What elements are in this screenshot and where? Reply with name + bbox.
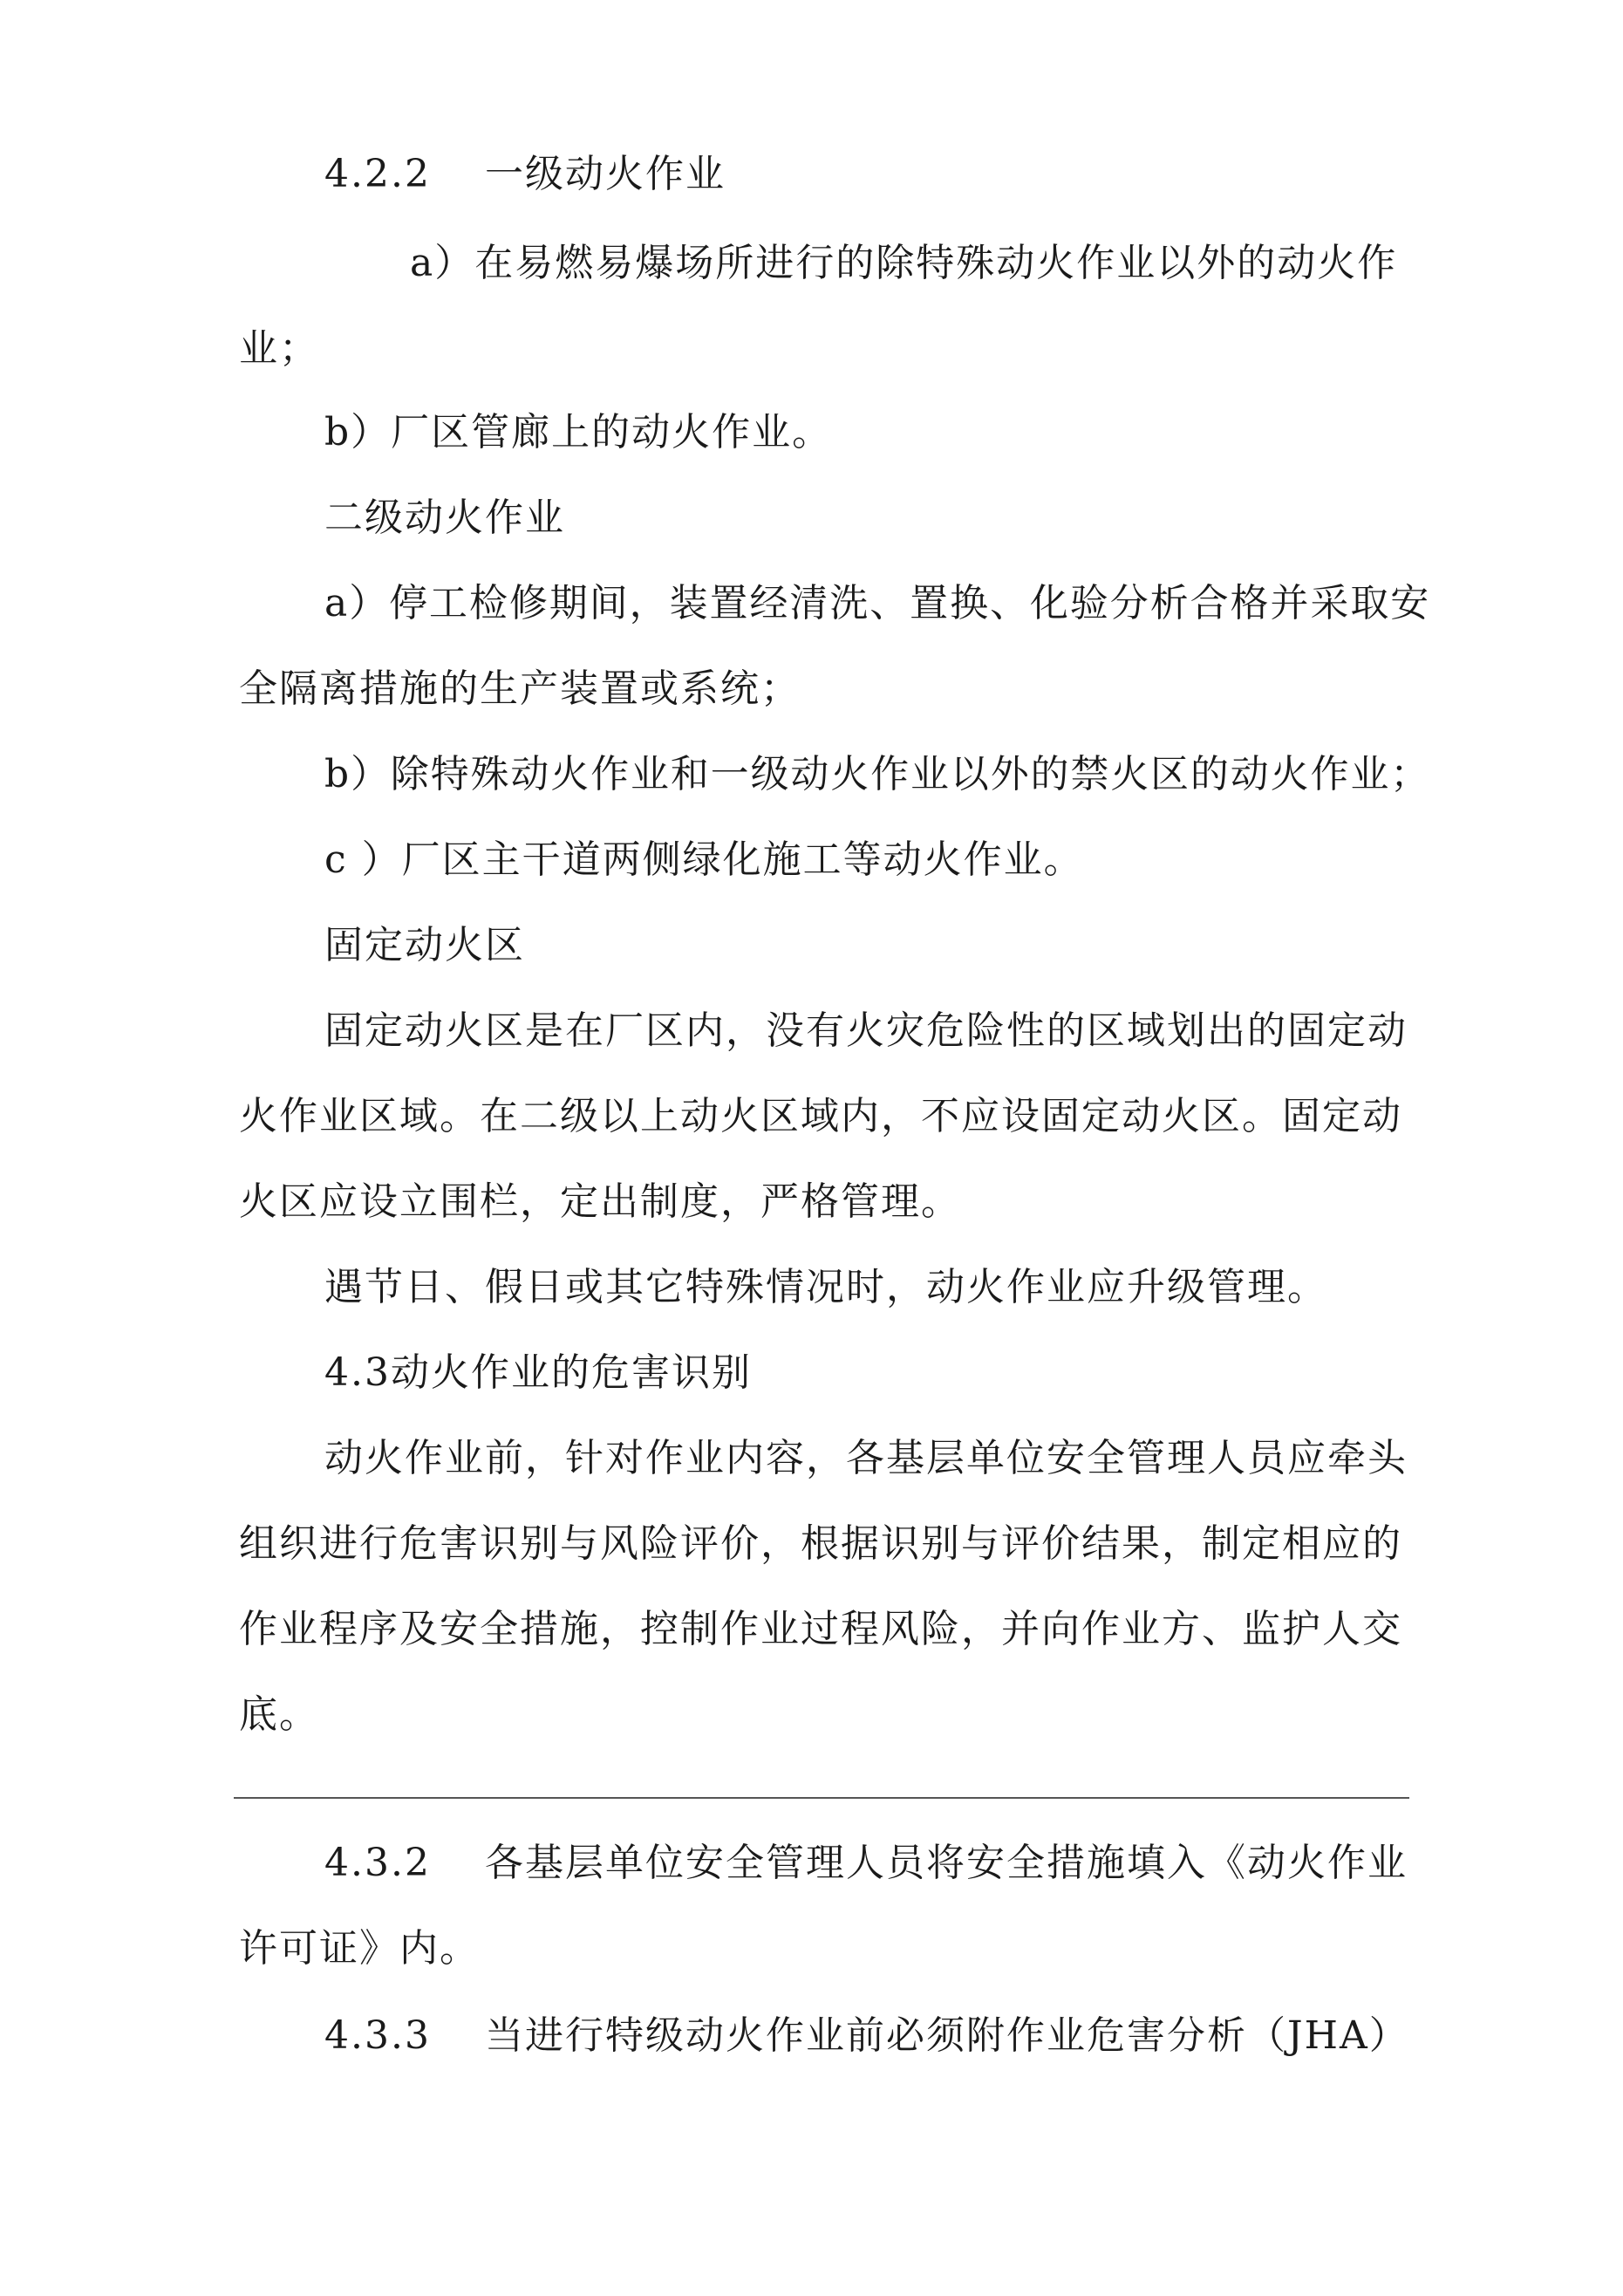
section-heading-4-3: 4.3动火作业的危害识别: [324, 1350, 752, 1395]
paragraph-line: b）厂区管廊上的动火作业。: [324, 410, 833, 454]
paragraph-line: 火作业区域。在二级以上动火区域内，不应设固定动火区。固定动: [239, 1094, 1402, 1138]
paragraph-line: 底。: [239, 1692, 319, 1737]
subheading-fixed-hot-work-area: 固定动火区: [324, 923, 525, 967]
section-heading-4-3-3: 4.3.3 当进行特级动火作业前必须附作业危害分析（JHA）: [324, 2013, 1409, 2058]
paragraph-line: c ）厂区主干道两侧绿化施工等动火作业。: [324, 837, 1084, 882]
paragraph-line: 遇节日、假日或其它特殊情况时，动火作业应升级管理。: [324, 1265, 1327, 1309]
paragraph-line: 固定动火区是在厂区内，没有火灾危险性的区域划出的固定动: [324, 1008, 1408, 1053]
paragraph-line: 许可证》内。: [239, 1926, 480, 1971]
paragraph-line: a）在易燃易爆场所进行的除特殊动火作业以外的动火作: [410, 241, 1398, 285]
paragraph-line: 组织进行危害识别与风险评价，根据识别与评价结果，制定相应的: [239, 1521, 1402, 1566]
page-divider: [234, 1797, 1409, 1799]
section-heading-4-2-2: 4.2.2 一级动火作业: [324, 152, 726, 196]
paragraph-line: 动火作业前，针对作业内容，各基层单位安全管理人员应牵头: [324, 1436, 1408, 1480]
paragraph-line: 业；: [239, 326, 319, 371]
paragraph-line: b）除特殊动火作业和一级动火作业以外的禁火区的动火作业；: [324, 752, 1431, 796]
paragraph-line: a）停工检修期间，装置经清洗、置换、化验分析合格并采取安: [324, 581, 1431, 625]
paragraph-line: 作业程序及安全措施，控制作业过程风险，并向作业方、监护人交: [239, 1607, 1402, 1651]
section-heading-4-3-2: 4.3.2 各基层单位安全管理人员将安全措施填入《动火作业: [324, 1841, 1408, 1885]
paragraph-line: 火区应设立围栏，定出制度，严格管理。: [239, 1179, 961, 1224]
subheading-second-level-hot-work: 二级动火作业: [324, 495, 565, 540]
paragraph-line: 全隔离措施的生产装置或系统；: [239, 666, 801, 711]
